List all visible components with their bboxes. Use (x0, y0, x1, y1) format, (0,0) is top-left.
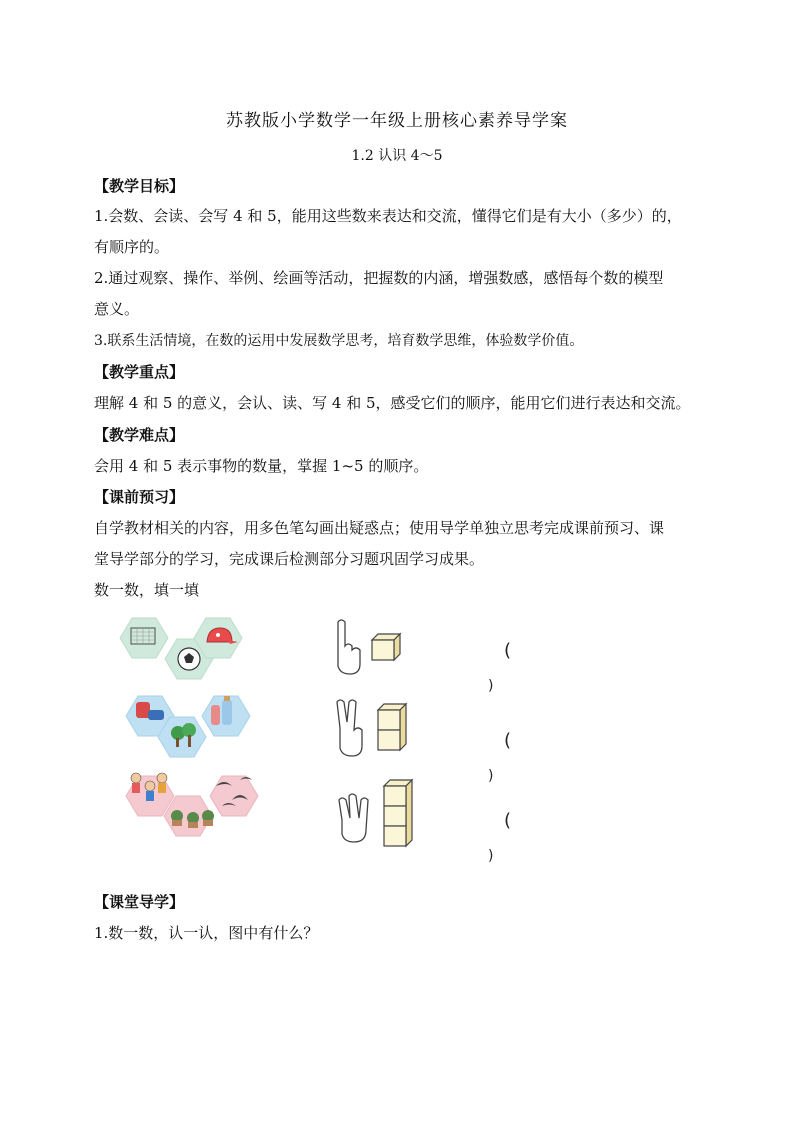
bottle-icon (211, 696, 232, 725)
answer-bracket-open-3[interactable]: ( (504, 810, 512, 831)
difficulty-heading: 【教学难点】 (94, 426, 185, 444)
preview-heading: 【课前预习】 (94, 488, 185, 506)
row3-hexagons (126, 773, 258, 836)
answer-bracket-close-2: ) (488, 768, 494, 784)
guide-question-1: 1.数一数，认一认，图中有什么？ (94, 924, 319, 942)
answer-bracket-close-1: ) (488, 678, 494, 694)
tree-icon (171, 723, 196, 747)
cube-one-icon (372, 634, 400, 660)
cube-stack-three-icon (384, 780, 412, 846)
preview-text-line-2: 堂导学部分的学习，完成课后检测部分习题巩固学习成果。 (94, 550, 485, 568)
preview-text-line-1: 自学教材相关的内容，用多色笔勾画出疑惑点；使用导学单独立思考完成课前预习、课 (94, 519, 665, 537)
soccer-ball-icon (178, 648, 200, 670)
bird-icon (216, 777, 252, 806)
answer-bracket-close-3: ) (488, 848, 494, 864)
cube-stack-two-icon (378, 704, 406, 750)
document-subtitle: 1.2 认识 4～5 (351, 148, 443, 164)
hand-two-fingers-icon (337, 700, 362, 756)
hand-one-finger-icon (338, 620, 360, 674)
objective-2-line-1: 2.通过观察、操作、举例、绘画等活动，把握数的内涵，增强数感，感悟每个数的模型 (94, 269, 664, 287)
bag-icon (136, 702, 164, 720)
answer-bracket-open-2[interactable]: ( (504, 730, 512, 751)
plant-pot-icon (171, 810, 214, 828)
cap-icon (207, 628, 238, 644)
count-fill-prompt: 数一数，填一填 (94, 581, 200, 599)
objective-3: 3.联系生活情境，在数的运用中发展数学思考，培育数学思维，体验数学价值。 (94, 333, 584, 349)
answer-bracket-open-1[interactable]: ( (504, 640, 512, 661)
hand-three-fingers-icon (339, 794, 368, 842)
focus-text: 理解 4 和 5 的意义，会认、读、写 4 和 5，感受它们的顺序，能用它们进行表达和交流。 (94, 394, 691, 412)
objective-1-line-1: 1.会数、会读、会写 4 和 5，能用这些数来表达和交流，懂得它们是有大小（多少）的， (94, 207, 682, 225)
difficulty-text: 会用 4 和 5 表示事物的数量，掌握 1~5 的顺序。 (94, 457, 429, 475)
objectives-heading: 【教学目标】 (94, 177, 185, 195)
row1-hexagons (120, 618, 242, 679)
row2-hexagons (126, 696, 250, 757)
document-title: 苏教版小学数学一年级上册核心素养导学案 (226, 111, 568, 131)
goal-icon (131, 628, 155, 644)
objective-1-line-2: 有顺序的。 (94, 238, 170, 256)
objective-2-line-2: 意义。 (94, 300, 140, 318)
focus-heading: 【教学重点】 (94, 363, 185, 381)
children-icon (131, 773, 167, 801)
guide-heading: 【课堂导学】 (94, 893, 185, 911)
